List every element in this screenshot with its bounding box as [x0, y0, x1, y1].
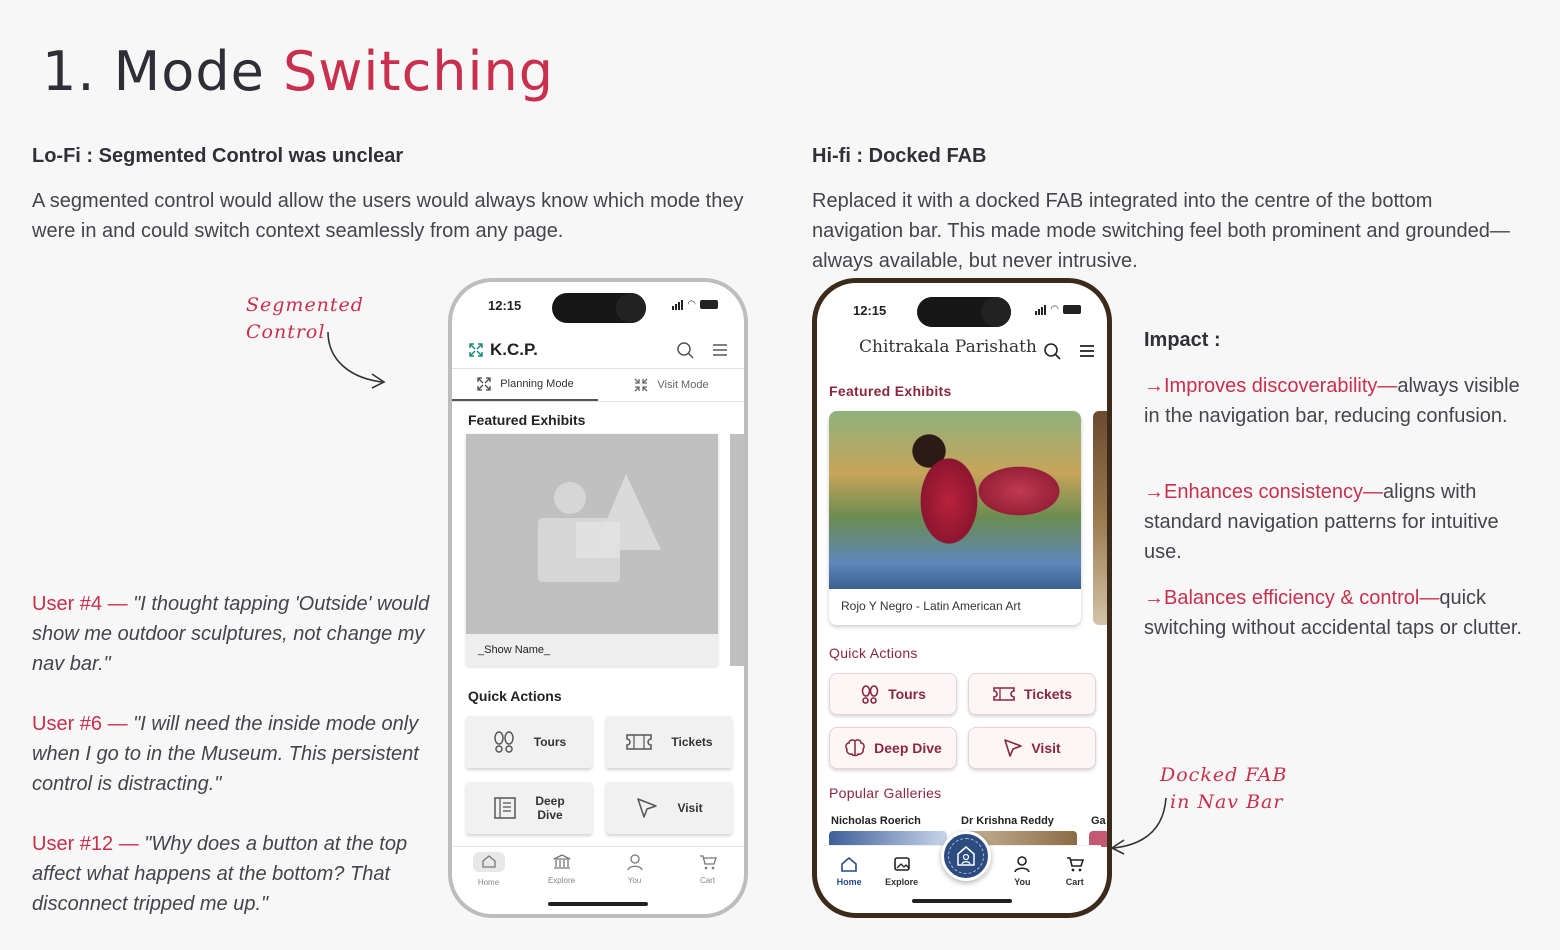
exhibit-painting-image — [829, 411, 1081, 589]
lofi-heading: Lo-Fi : Segmented Control was unclear — [32, 145, 404, 167]
deep-dive-label: Deep Dive — [874, 740, 942, 756]
quote-author: User #4 — — [32, 593, 134, 615]
exhibit-card-peek[interactable] — [730, 434, 748, 666]
docked-fab-annotation — [1160, 762, 1288, 816]
mode-switch-fab[interactable] — [941, 831, 991, 881]
impact-text: quick switching without accidental taps or clutter. — [1144, 587, 1522, 639]
arrow-icon: → — [1144, 375, 1164, 397]
status-icons: ◠ — [1035, 304, 1081, 315]
nav-label: Home — [836, 877, 862, 887]
home-indicator — [548, 902, 648, 906]
quote-author: User #6 — — [32, 713, 134, 735]
app-logo: K.C.P. — [490, 340, 538, 359]
visit-button[interactable] — [968, 727, 1096, 769]
tickets-label: Tickets — [1024, 686, 1072, 702]
cart-icon — [699, 854, 717, 870]
dynamic-island — [552, 293, 646, 323]
lofi-body: A segmented control would allow the users would always know which mode they were in and could switch context seamlessly from any page. — [32, 190, 744, 242]
segment-planning-mode[interactable] — [452, 369, 598, 401]
tours-button[interactable] — [466, 716, 592, 768]
museum-mode-icon — [955, 845, 977, 867]
nav-cart[interactable] — [683, 852, 733, 885]
search-icon[interactable] — [1043, 342, 1061, 360]
visit-button[interactable] — [606, 782, 732, 834]
user-icon — [1014, 856, 1030, 872]
gallery-name[interactable]: Dr Krishna Reddy — [961, 815, 1054, 827]
arrow-icon: → — [1144, 481, 1164, 503]
nav-label: Home — [477, 878, 500, 887]
nav-explore[interactable] — [537, 852, 587, 885]
collapse-icon — [633, 377, 649, 393]
hifi-heading: Hi-fi : Docked FAB — [812, 145, 987, 167]
home-indicator — [912, 899, 1012, 903]
nav-you[interactable] — [1000, 856, 1044, 887]
footprints-icon — [492, 730, 516, 754]
popular-galleries-heading: Popular Galleries — [829, 785, 942, 801]
nav-label: Cart — [699, 876, 716, 885]
gallery-name[interactable]: Ga — [1091, 815, 1106, 827]
annotation-line: Control — [246, 321, 326, 343]
nav-home[interactable] — [464, 852, 514, 887]
impact-accent: Enhances consistency— — [1164, 481, 1384, 503]
dynamic-island — [917, 297, 1011, 327]
quick-actions-heading: Quick Actions — [468, 688, 562, 704]
user-icon — [627, 854, 643, 870]
annotation-arrow-icon — [1108, 796, 1172, 856]
annotation-line: in Nav Bar — [1170, 791, 1284, 813]
user-quote — [32, 589, 432, 679]
visit-label: Visit — [1031, 740, 1061, 756]
impact-accent: Balances efficiency & control— — [1164, 587, 1440, 609]
nav-home[interactable] — [827, 856, 871, 887]
nav-cart[interactable] — [1053, 856, 1097, 887]
exhibit-card[interactable] — [466, 434, 718, 666]
impact-accent: Improves discoverability— — [1164, 375, 1398, 397]
impact-item — [1144, 371, 1536, 431]
document-icon — [493, 796, 517, 820]
nav-label: Explore — [547, 876, 576, 885]
status-time: 12:15 — [853, 303, 887, 318]
app-header — [468, 338, 728, 362]
nav-explore[interactable] — [880, 856, 924, 887]
quick-actions-heading: Quick Actions — [829, 645, 918, 661]
impact-item — [1144, 477, 1536, 567]
gallery-name[interactable]: Nicholas Roerich — [831, 815, 921, 827]
tickets-label: Tickets — [671, 735, 713, 749]
annotation-line: Docked FAB — [1160, 764, 1288, 786]
brain-icon — [844, 738, 866, 758]
tours-label: Tours — [888, 686, 926, 702]
navigation-pointer-icon — [635, 796, 659, 820]
menu-icon[interactable] — [712, 343, 728, 357]
hifi-phone — [812, 278, 1112, 918]
battery-icon — [1063, 305, 1081, 314]
nav-label: Cart — [1065, 877, 1084, 887]
ticket-icon — [992, 685, 1016, 703]
featured-heading: Featured Exhibits — [829, 383, 952, 399]
app-title: Chitrakala Parishath — [859, 337, 1037, 357]
title-prefix: 1. Mode — [42, 40, 283, 103]
user-quote — [32, 709, 432, 799]
deep-dive-button[interactable] — [829, 727, 957, 769]
card-caption: _Show Name_ — [478, 644, 551, 656]
annotation-line: Segmented — [246, 294, 364, 316]
quote-text: "I thought tapping 'Outside' would show me outdoor sculptures, not change my nav bar." — [32, 593, 430, 675]
segment-visit-mode[interactable] — [598, 369, 744, 401]
featured-heading: Featured Exhibits — [468, 412, 586, 428]
exhibit-card[interactable] — [829, 411, 1081, 625]
hifi-body: Replaced it with a docked FAB integrated into the centre of the bottom navigation bar. This made mode switching feel both prominent and grounded—always available, but never intrusive. — [812, 190, 1510, 272]
tickets-button[interactable] — [968, 673, 1096, 715]
navigation-pointer-icon — [1003, 738, 1023, 758]
cart-icon — [1066, 856, 1084, 872]
tours-label: Tours — [533, 735, 567, 749]
home-icon — [481, 854, 497, 868]
search-icon[interactable] — [676, 341, 694, 359]
menu-icon[interactable] — [1079, 344, 1095, 358]
quote-text: "Why does a button at the top affect what happens at the bottom? That disconnect tripped me up." — [32, 833, 408, 915]
status-time: 12:15 — [488, 298, 522, 313]
museum-icon — [553, 854, 571, 870]
home-icon — [840, 856, 858, 872]
title-accent: Switching — [282, 40, 555, 103]
tickets-button[interactable] — [606, 716, 732, 768]
visit-label: Visit — [677, 801, 703, 815]
nav-you[interactable] — [610, 852, 660, 885]
impact-text: aligns with standard navigation patterns for intuitive use. — [1144, 481, 1499, 563]
nav-label: You — [1014, 877, 1031, 887]
expand-icon — [476, 376, 492, 392]
impact-text: always visible in the navigation bar, reducing confusion. — [1144, 375, 1520, 427]
deep-dive-button[interactable] — [466, 782, 592, 834]
tours-button[interactable] — [829, 673, 957, 715]
quote-author: User #12 — — [32, 833, 145, 855]
card-caption: Rojo Y Negro - Latin American Art — [841, 599, 1021, 613]
annotation-arrow-icon — [320, 330, 390, 390]
nav-label: Explore — [885, 877, 919, 887]
impact-heading: Impact : — [1144, 329, 1221, 351]
expand-icon — [468, 342, 484, 358]
exhibit-card-peek[interactable] — [1093, 411, 1112, 625]
image-placeholder-icon — [466, 434, 718, 634]
nav-label: You — [627, 876, 642, 885]
user-quote — [32, 829, 432, 919]
status-icons: ◠ — [672, 299, 718, 310]
arrow-icon: → — [1144, 587, 1164, 609]
ticket-icon — [625, 732, 653, 752]
lofi-phone — [448, 278, 748, 918]
impact-item — [1144, 583, 1536, 643]
bottom-nav — [452, 852, 744, 887]
gallery-icon — [893, 856, 911, 872]
page-title — [42, 40, 554, 103]
deep-dive-label — [535, 794, 564, 822]
quote-text: "I will need the inside mode only when I go to in the Museum. This persistent control is distracting." — [32, 713, 419, 795]
segment-label: Planning Mode — [500, 378, 574, 390]
deep-dive-label-line: Dive — [537, 808, 563, 822]
segment-label: Visit Mode — [657, 379, 709, 391]
deep-dive-label-line: Deep — [535, 794, 565, 808]
battery-icon — [700, 300, 718, 309]
footprints-icon — [860, 684, 880, 704]
segmented-control — [452, 368, 744, 402]
